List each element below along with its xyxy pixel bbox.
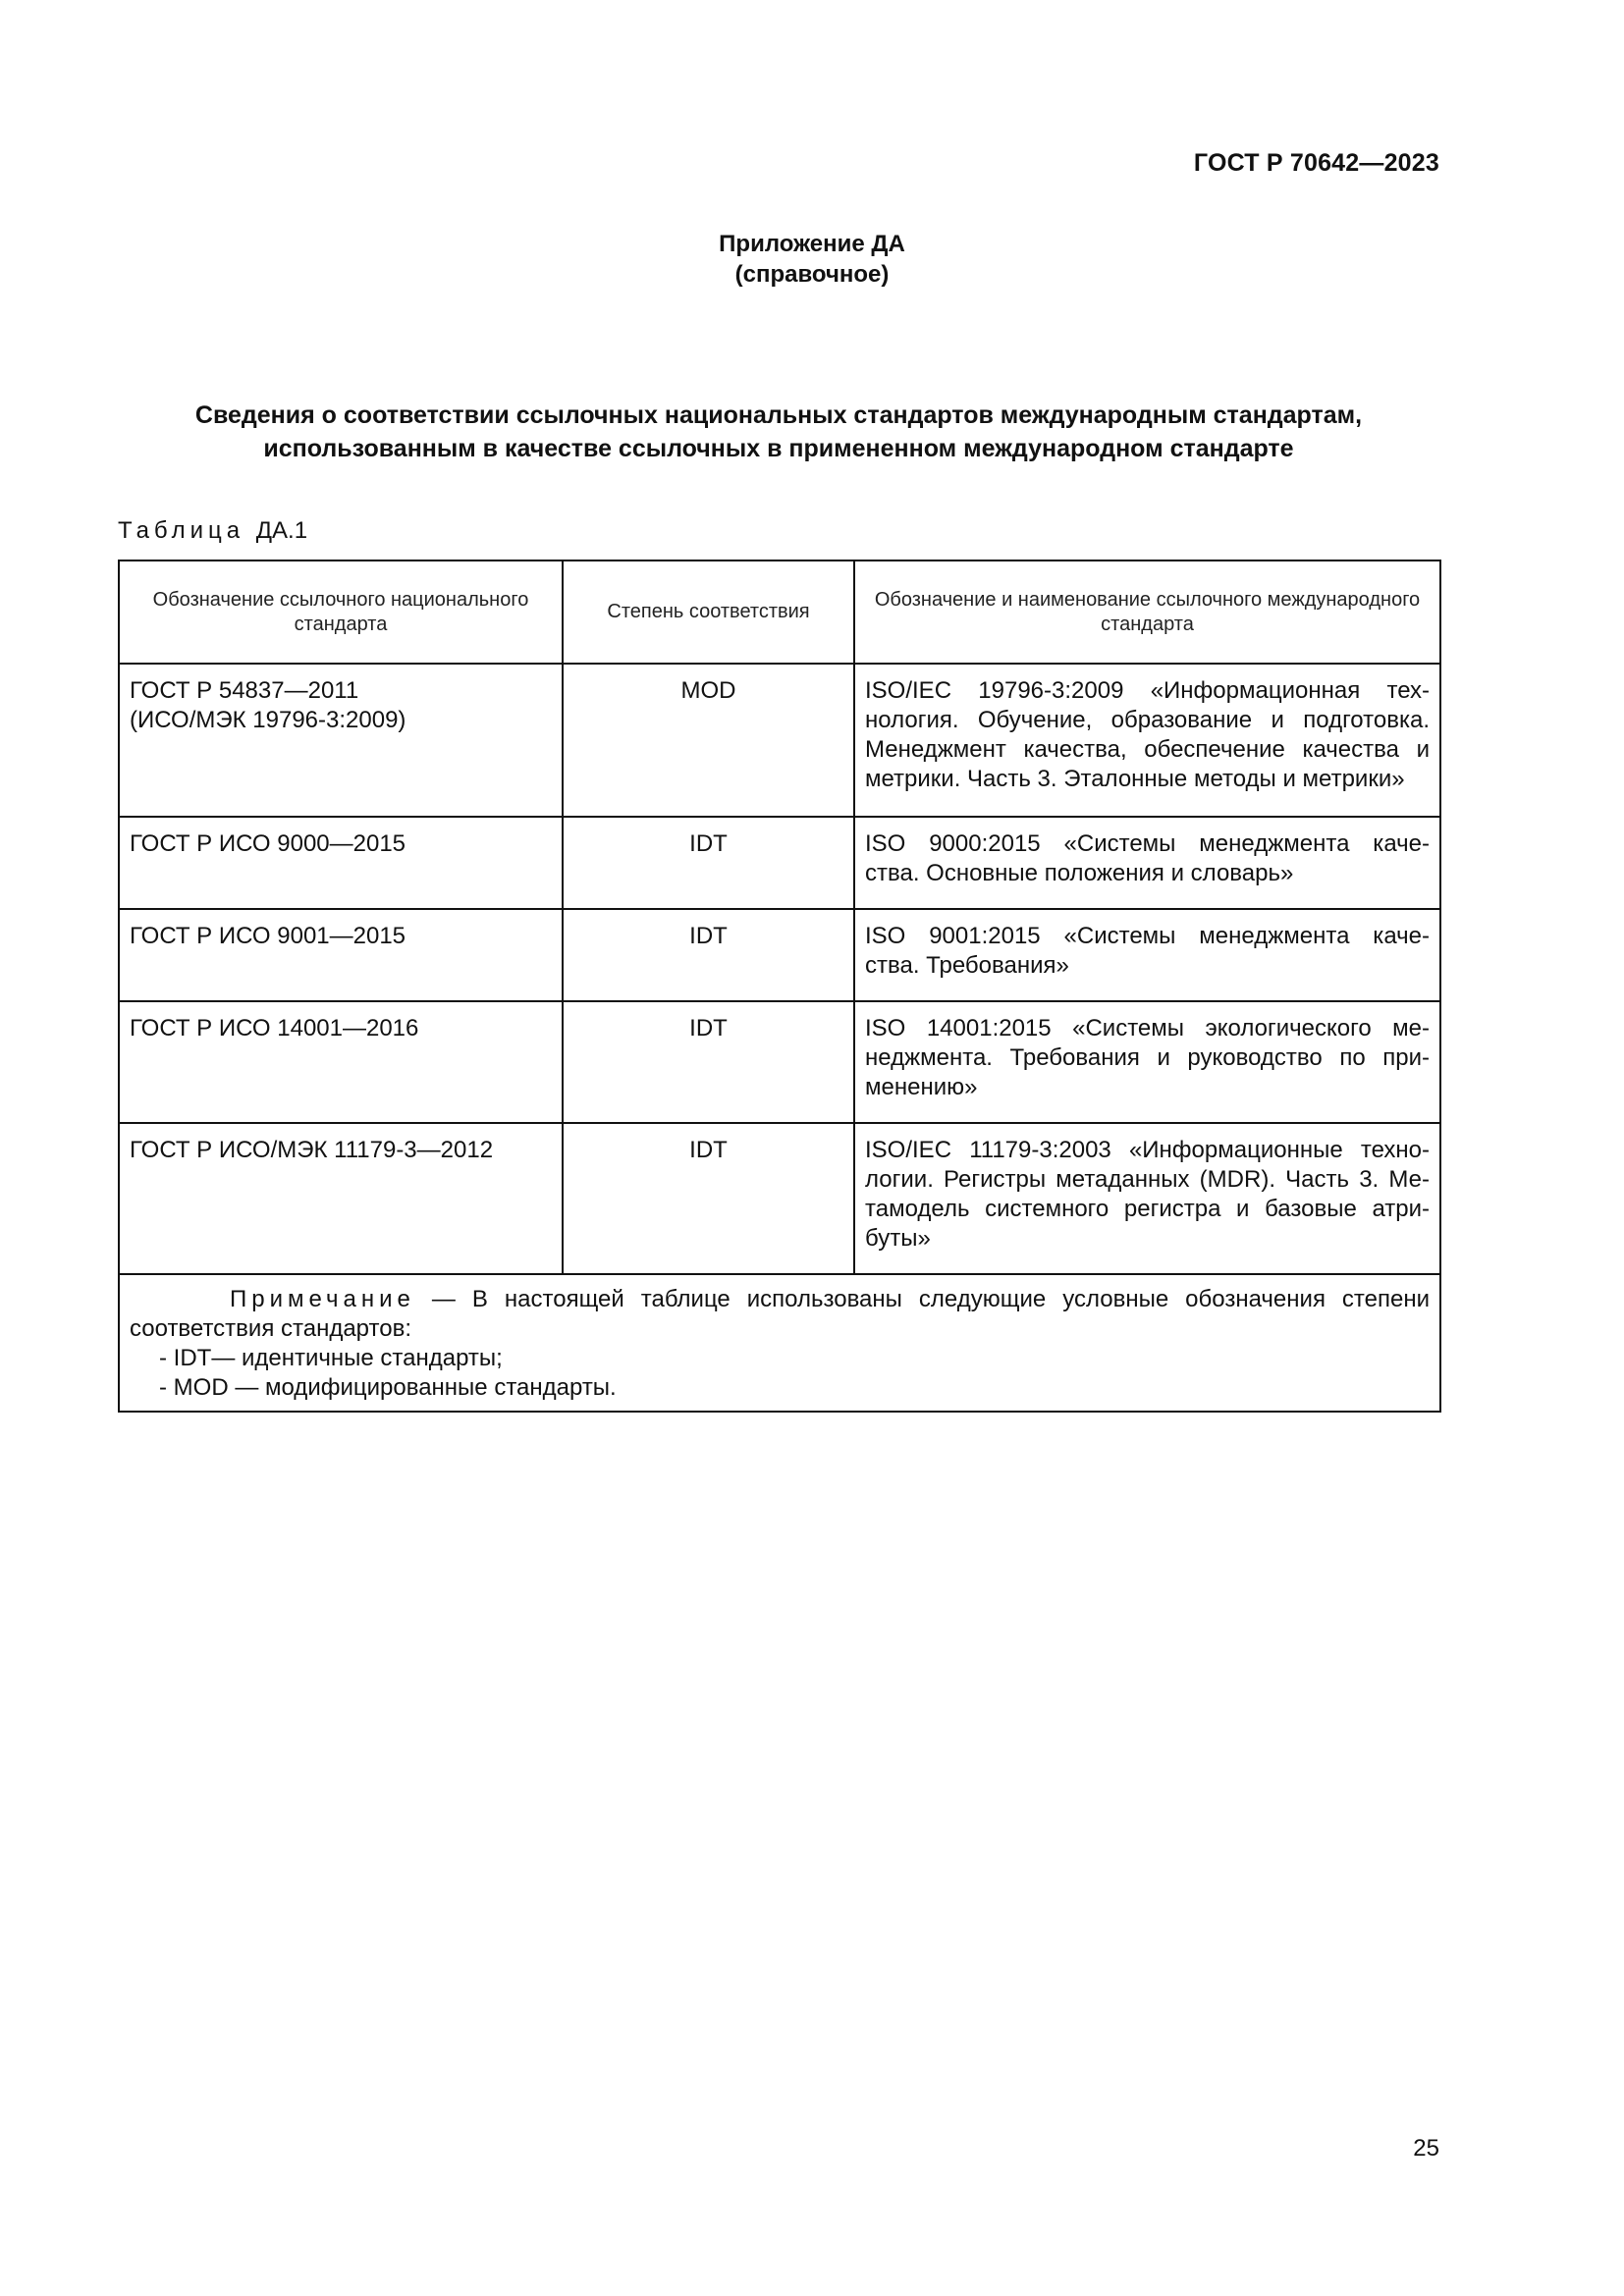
- intl-line: ISO 9001:2015 «Системы менеджмента каче-: [865, 923, 1430, 949]
- column-header: Обозначение и наименование ссылочного международного стандарта: [854, 561, 1440, 664]
- intl-line: логии. Регистры метаданных (MDR). Часть 3. Ме-: [865, 1166, 1430, 1193]
- national-standard-line: ГОСТ Р ИСО 9000—2015: [130, 830, 406, 857]
- national-standard-line: (ИСО/МЭК 19796-3:2009): [130, 707, 406, 733]
- intl-line: ISO/IEC 19796-3:2009 «Информационная тех-: [865, 677, 1430, 704]
- table-row: [119, 1123, 1440, 1274]
- appendix-subtitle: (справочное): [734, 261, 890, 288]
- section-title-line: использованным в качестве ссылочных в примененном международном стандарте: [263, 435, 1294, 462]
- note-text: — В настоящей таблице использованы следующие условные обозначения степени: [431, 1286, 1431, 1312]
- table-header-row: [119, 561, 1440, 664]
- table-row: [119, 817, 1440, 909]
- table-note: [119, 1274, 1440, 1412]
- table-row: [119, 1001, 1440, 1123]
- document-code: ГОСТ Р 70642—2023: [1193, 149, 1439, 177]
- table-row: [119, 664, 1440, 817]
- intl-line: неджмента. Требования и руководство по при-: [865, 1044, 1430, 1071]
- intl-line: ства. Основные положения и словарь»: [865, 860, 1294, 886]
- table-row: [119, 909, 1440, 1001]
- correspondence-table: [118, 560, 1441, 1413]
- note-line: соответствия стандартов:: [130, 1315, 411, 1342]
- national-standard-cell: [119, 1123, 563, 1274]
- intl-line: ISO 14001:2015 «Системы экологического ме-: [865, 1015, 1430, 1041]
- national-standard-line: ГОСТ Р ИСО/МЭК 11179-3—2012: [130, 1137, 494, 1163]
- national-standard-line: ГОСТ Р ИСО 9001—2015: [130, 923, 406, 949]
- note-first-line: [130, 1285, 1430, 1314]
- section-title: [118, 399, 1439, 465]
- national-standard-line: ГОСТ Р 54837—2011: [130, 677, 359, 704]
- page-number: 25: [1413, 2135, 1439, 2162]
- intl-line: ISO 9000:2015 «Системы менеджмента каче-: [865, 830, 1430, 857]
- international-standard-cell: [854, 909, 1440, 1001]
- intl-line: буты»: [865, 1225, 931, 1252]
- degree-cell: IDT: [563, 1123, 854, 1274]
- national-standard-cell: [119, 1001, 563, 1123]
- international-standard-cell: [854, 1001, 1440, 1123]
- degree-cell: IDT: [563, 909, 854, 1001]
- column-header: Степень соответствия: [563, 561, 854, 664]
- degree-cell: MOD: [563, 664, 854, 817]
- appendix-heading: [0, 229, 1624, 290]
- national-standard-cell: [119, 909, 563, 1001]
- appendix-title: Приложение ДА: [719, 231, 905, 257]
- intl-line: ства. Требования»: [865, 952, 1069, 979]
- intl-line: менению»: [865, 1074, 978, 1100]
- intl-line: метрики. Часть 3. Эталонные методы и метрики»: [865, 766, 1405, 792]
- note-item: - IDT— идентичные стандарты;: [159, 1345, 503, 1371]
- section-title-line: Сведения о соответствии ссылочных национальных стандартов международным стандартам,: [194, 401, 1363, 429]
- international-standard-cell: [854, 817, 1440, 909]
- table-caption-number: ДА.1: [255, 517, 308, 544]
- national-standard-line: ГОСТ Р ИСО 14001—2016: [130, 1015, 419, 1041]
- national-standard-cell: [119, 664, 563, 817]
- intl-line: нология. Обучение, образование и подготовка.: [865, 707, 1430, 733]
- intl-line: ISO/IEC 11179-3:2003 «Информационные техно-: [865, 1137, 1430, 1163]
- table-caption: [118, 517, 307, 545]
- intl-line: Менеджмент качества, обеспечение качества и: [865, 736, 1430, 763]
- degree-cell: IDT: [563, 1001, 854, 1123]
- column-header: Обозначение ссылочного национального стандарта: [119, 561, 563, 664]
- note-item: - MOD — модифицированные стандарты.: [159, 1374, 617, 1401]
- table-caption-word: Таблица: [118, 517, 245, 544]
- degree-cell: IDT: [563, 817, 854, 909]
- note-label: Примечание: [229, 1286, 415, 1312]
- international-standard-cell: [854, 664, 1440, 817]
- table-note-row: [119, 1274, 1440, 1412]
- national-standard-cell: [119, 817, 563, 909]
- intl-line: тамодель системного регистра и базовые атри-: [865, 1196, 1430, 1222]
- international-standard-cell: [854, 1123, 1440, 1274]
